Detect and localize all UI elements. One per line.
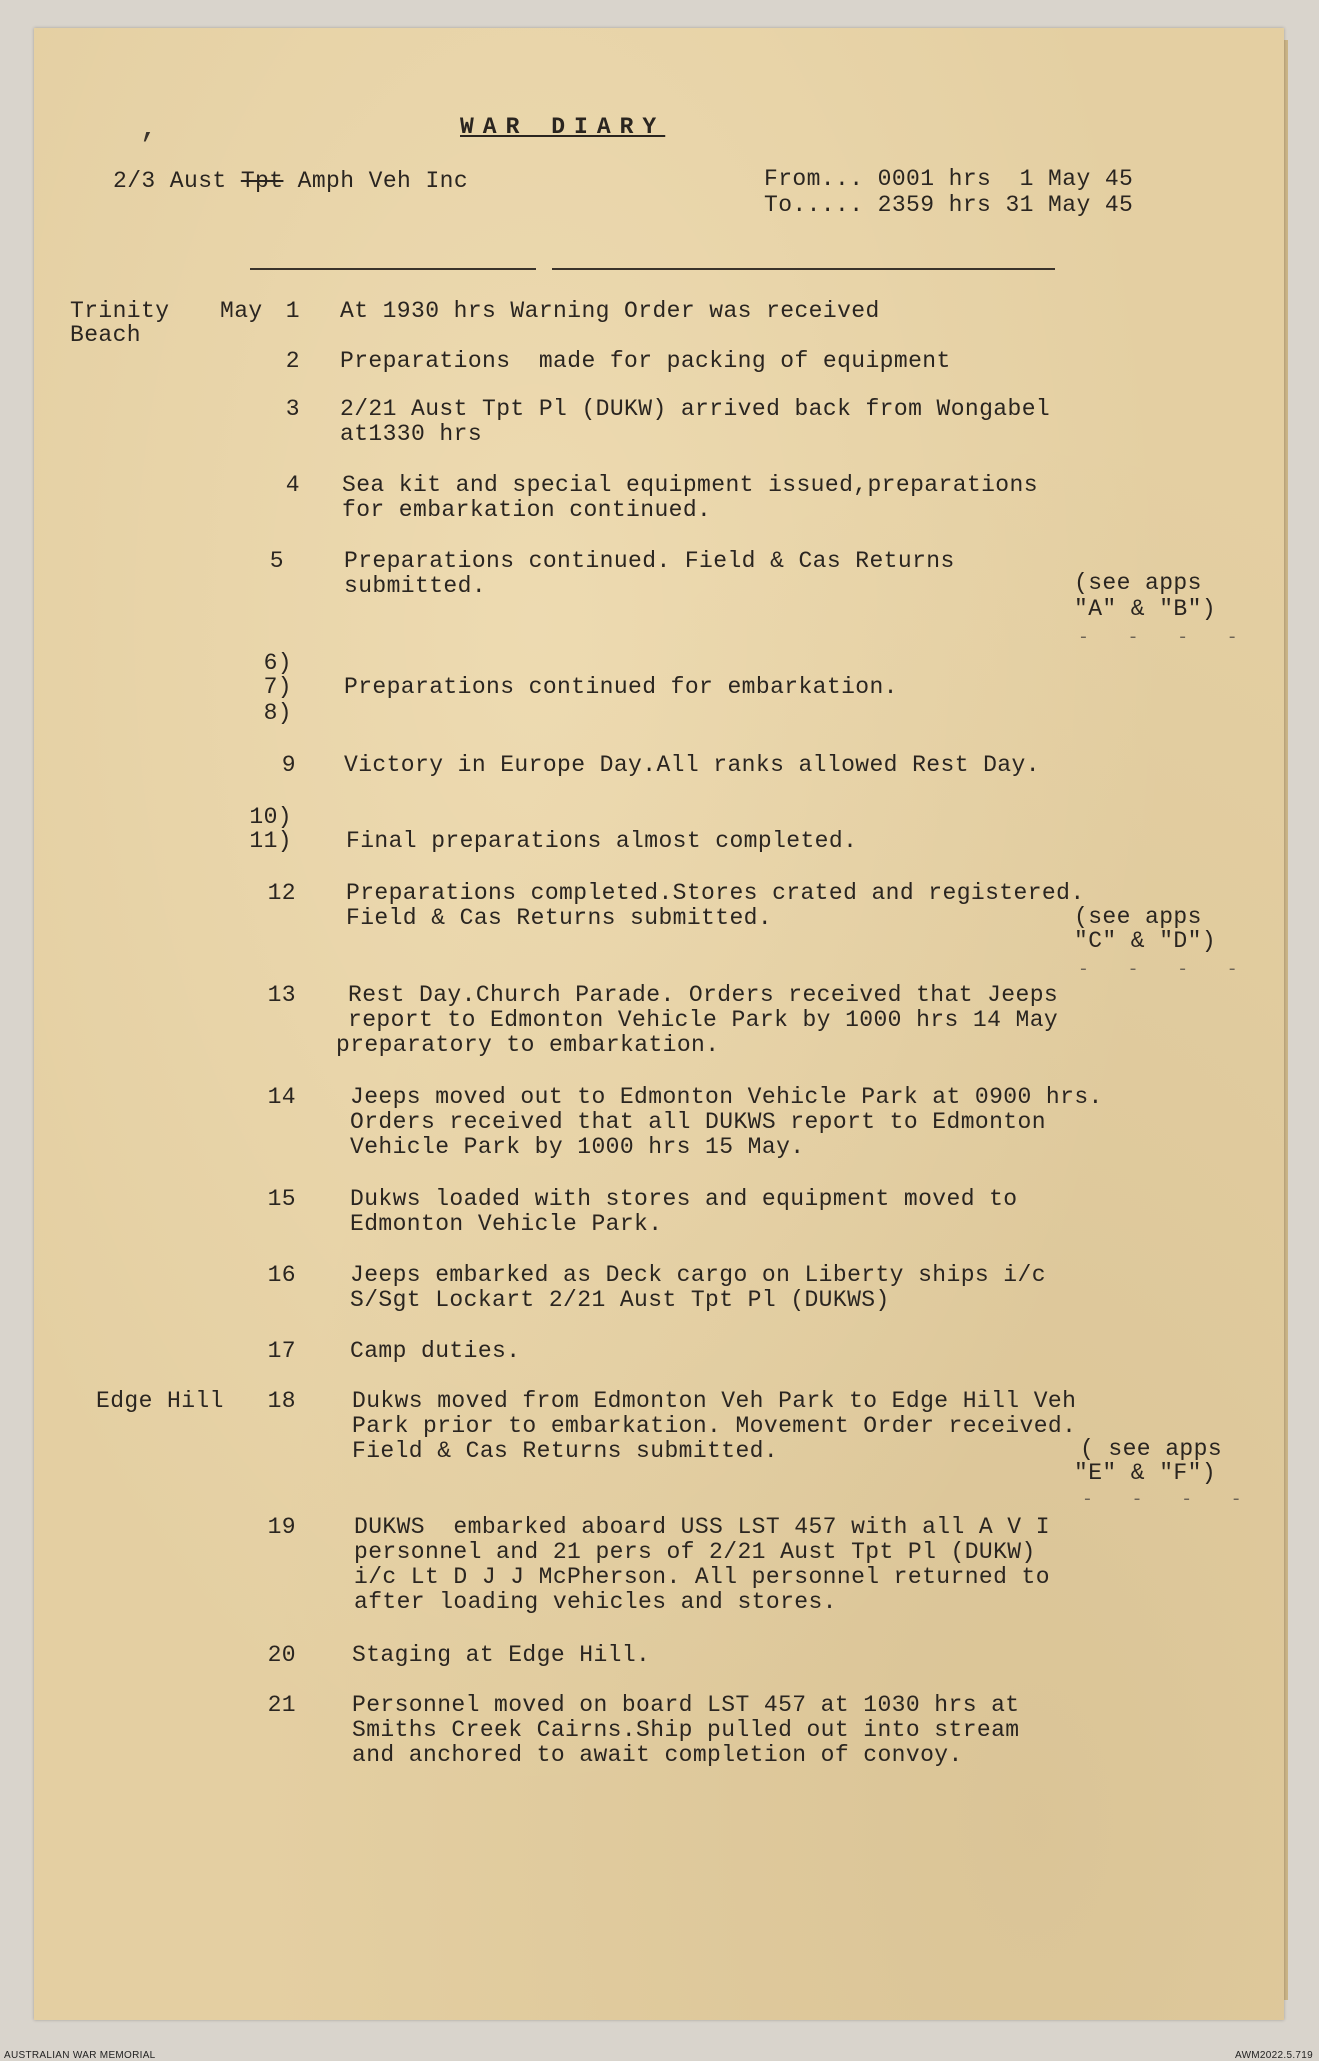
entry-text-line: Preparations continued for embarkation. xyxy=(344,674,898,700)
note-dashes: - - - - xyxy=(1078,628,1252,648)
entry-text-line: DUKWS embarked aboard USS LST 457 with all A V I xyxy=(354,1514,1050,1540)
unit-struck-word: Tpt xyxy=(240,168,284,194)
entry-text-line: personnel and 21 pers of 2/21 Aust Tpt Pl (DUKW) xyxy=(354,1539,1036,1565)
entry-text-line: Jeeps moved out to Edmonton Vehicle Park at 0900 hrs. xyxy=(350,1084,1103,1110)
entry-day: 8) xyxy=(263,700,292,726)
entry-day: 10) xyxy=(249,804,292,830)
entry-text-line: for embarkation continued. xyxy=(342,497,712,523)
location-trinity-line-2: Beach xyxy=(70,322,142,348)
diary-title: WAR DIARY xyxy=(460,114,666,140)
entry-text-line: Field & Cas Returns submitted. xyxy=(346,905,773,931)
entry-text-line: Preparations continued. Field & Cas Returns xyxy=(344,548,955,574)
entry-day: 1 xyxy=(285,298,300,324)
entry-day: 17 xyxy=(267,1338,296,1364)
entry-day: 11) xyxy=(249,828,292,854)
location-trinity-line-1: Trinity xyxy=(70,298,170,324)
entry-text-line: Victory in Europe Day.All ranks allowed Rest Day. xyxy=(344,752,1040,778)
entry-text-line: Dukws moved from Edmonton Veh Park to Edge Hill Veh xyxy=(352,1388,1077,1414)
entry-text-line: Preparations completed.Stores crated and registered. xyxy=(346,880,1085,906)
month-label: May xyxy=(220,298,263,324)
entry-day: 15 xyxy=(267,1186,296,1212)
entry-text-line: report to Edmonton Vehicle Park by 1000 hrs 14 May xyxy=(348,1007,1059,1033)
entry-text-line: Dukws loaded with stores and equipment moved to xyxy=(350,1186,1018,1212)
entry-text-line: 2/21 Aust Tpt Pl (DUKW) arrived back from Wongabel xyxy=(340,396,1051,422)
entry-text-line: i/c Lt D J J McPherson. All personnel returned to xyxy=(354,1564,1050,1590)
header-rule-right xyxy=(552,268,1055,270)
note-dashes: - - - - xyxy=(1082,1490,1256,1510)
note-apps-c-d-line-1: (see apps xyxy=(1074,904,1202,930)
location-edge-hill: Edge Hill xyxy=(96,1388,224,1414)
entry-day: 20 xyxy=(267,1642,296,1668)
entry-day: 14 xyxy=(267,1084,296,1110)
entry-text-line: after loading vehicles and stores. xyxy=(354,1589,837,1615)
entry-day: 21 xyxy=(267,1692,296,1718)
entry-text-line: Field & Cas Returns submitted. xyxy=(352,1438,779,1464)
entry-text-line: S/Sgt Lockart 2/21 Aust Tpt Pl (DUKWS) xyxy=(350,1287,890,1313)
unit-prefix: 2/3 Aust xyxy=(113,168,241,194)
note-dashes: - - - - xyxy=(1078,960,1252,980)
entry-day: 9 xyxy=(281,752,296,778)
entry-text-line: Edmonton Vehicle Park. xyxy=(350,1211,663,1237)
entry-text-line: Final preparations almost completed. xyxy=(346,828,858,854)
entry-text-line: Camp duties. xyxy=(350,1338,521,1364)
entry-day: 6) xyxy=(263,650,292,676)
entry-day: 18 xyxy=(267,1388,296,1414)
period-to: To..... 2359 hrs 31 May 45 xyxy=(764,192,1134,218)
unit-suffix: Amph Veh Inc xyxy=(283,168,469,194)
entry-day: 12 xyxy=(267,880,296,906)
entry-text-line: Park prior to embarkation. Movement Order received. xyxy=(352,1413,1077,1439)
entry-text-line: and anchored to await completion of convoy. xyxy=(352,1742,963,1768)
entry-text-line: Vehicle Park by 1000 hrs 15 May. xyxy=(350,1134,805,1160)
entry-text-line: Sea kit and special equipment issued,preparations xyxy=(342,472,1038,498)
footer-archive-id: AWM2022.5.719 xyxy=(1234,2050,1313,2061)
note-apps-e-f-line-1: ( see apps xyxy=(1080,1436,1223,1462)
entry-text-line: Staging at Edge Hill. xyxy=(352,1642,651,1668)
period-from: From... 0001 hrs 1 May 45 xyxy=(764,166,1134,192)
entry-text-line: submitted. xyxy=(344,573,487,599)
entry-text-line: preparatory to embarkation. xyxy=(336,1032,720,1058)
entry-text-line: Smiths Creek Cairns.Ship pulled out into stream xyxy=(352,1717,1020,1743)
unit-name xyxy=(113,168,468,194)
footer-archive-name: AUSTRALIAN WAR MEMORIAL xyxy=(4,2050,156,2061)
entry-text-line: Orders received that all DUKWS report to Edmonton xyxy=(350,1109,1046,1135)
entry-text-line: Personnel moved on board LST 457 at 1030 hrs at xyxy=(352,1692,1020,1718)
entry-day: 5 xyxy=(269,548,284,574)
entry-day: 4 xyxy=(285,472,300,498)
note-apps-a-b-line-1: (see apps xyxy=(1074,570,1202,596)
entry-day: 16 xyxy=(267,1262,296,1288)
note-apps-c-d-line-2: "C" & "D") xyxy=(1074,928,1217,954)
entry-text-line: Rest Day.Church Parade. Orders received that Jeeps xyxy=(348,982,1059,1008)
entry-text-line: Jeeps embarked as Deck cargo on Liberty ships i/c xyxy=(350,1262,1046,1288)
entry-day: 2 xyxy=(285,348,300,374)
entry-text-line: At 1930 hrs Warning Order was received xyxy=(340,298,880,324)
entry-day: 13 xyxy=(267,982,296,1008)
entry-text-line: at1330 hrs xyxy=(340,421,483,447)
entry-text-line: Preparations made for packing of equipment xyxy=(340,348,951,374)
header-rule-left xyxy=(250,268,536,270)
ink-mark: , xyxy=(140,112,159,146)
entry-day: 3 xyxy=(285,396,300,422)
note-apps-e-f-line-2: "E" & "F") xyxy=(1074,1460,1217,1486)
entry-day: 7) xyxy=(263,674,292,700)
note-apps-a-b-line-2: "A" & "B") xyxy=(1074,596,1217,622)
entry-day: 19 xyxy=(267,1514,296,1540)
